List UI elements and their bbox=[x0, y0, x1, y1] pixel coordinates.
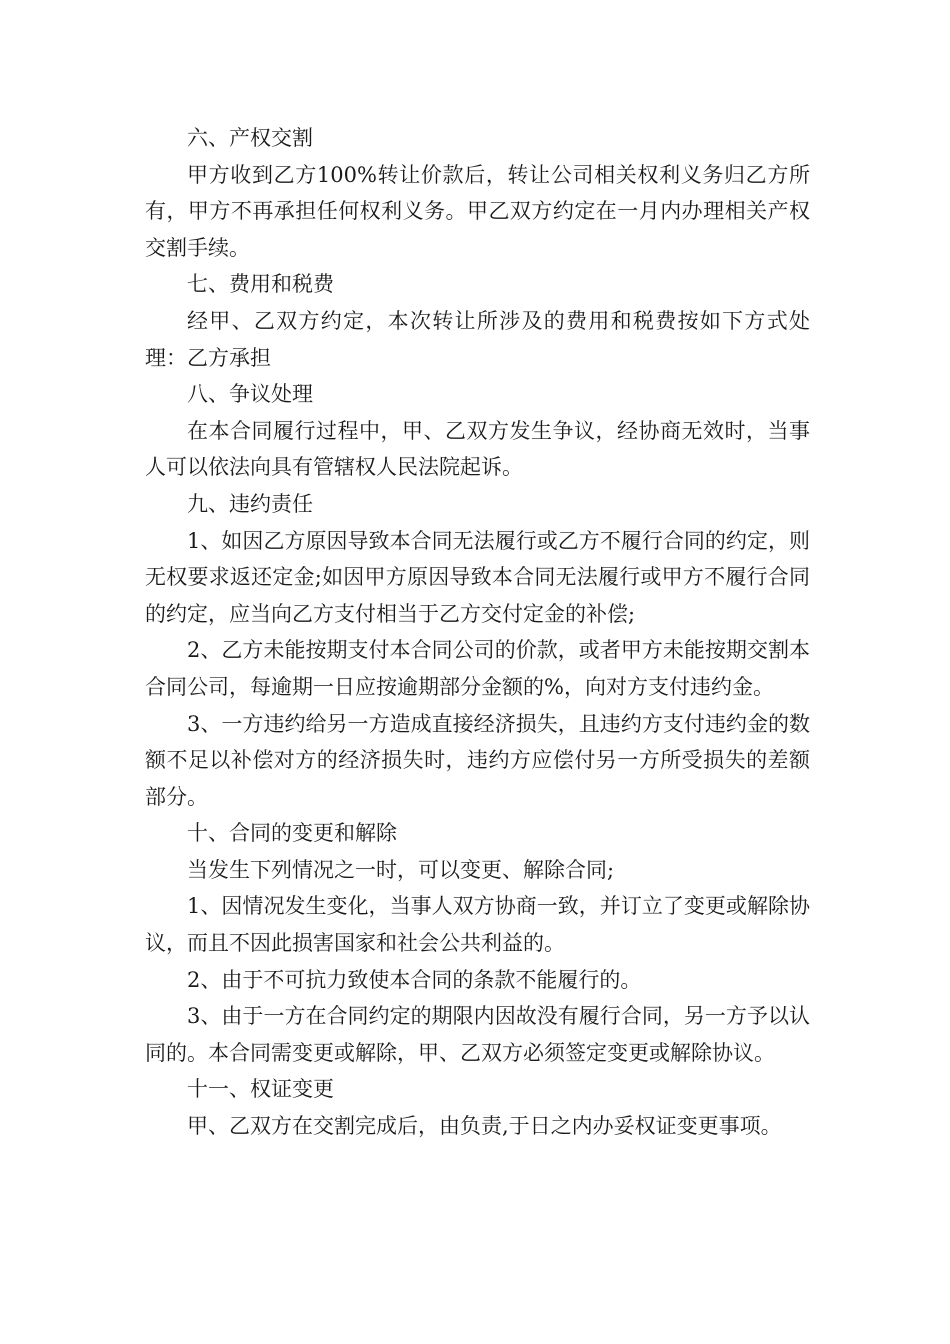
section-heading-fees-taxes: 七、费用和税费 bbox=[187, 272, 334, 297]
section-heading-change-termination: 十、合同的变更和解除 bbox=[187, 821, 397, 846]
paragraph-breach-1: 1、如因乙方原因导致本合同无法履行或乙方不履行合同的约定，则无权要求返还定金;如因甲方原因导致本合同无法履行或甲方不履行合同的约定，应当向乙方支付相当于乙方交付定金的补偿; bbox=[145, 528, 810, 626]
document-page bbox=[145, 120, 810, 1145]
section-heading-property-transfer: 六、产权交割 bbox=[187, 126, 313, 150]
paragraph-change-1: 1、因情况发生变化，当事人双方协商一致，并订立了变更或解除协议，而且不因此损害国家和社会公共利益的。 bbox=[145, 894, 810, 956]
section-heading-breach: 九、违约责任 bbox=[187, 491, 313, 516]
paragraph-breach-2: 2、乙方未能按期支付本合同公司的价款，或者甲方未能按期交割本合同公司，每逾期一日应按逾期部分金额的%，向对方支付违约金。 bbox=[145, 638, 810, 699]
paragraph-fees-taxes: 经甲、乙双方约定，本次转让所涉及的费用和税费按如下方式处理：乙方承担 bbox=[145, 308, 810, 370]
paragraph-certificate-change: 甲、乙双方在交割完成后，由负责,于日之内办妥权证变更事项。 bbox=[187, 1114, 782, 1139]
section-heading-dispute: 八、争议处理 bbox=[187, 382, 313, 407]
paragraph-change-intro: 当发生下列情况之一时，可以变更、解除合同; bbox=[187, 857, 615, 882]
paragraph-change-2: 2、由于不可抗力致使本合同的条款不能履行的。 bbox=[187, 967, 642, 992]
paragraph-breach-3: 3、一方违约给另一方造成直接经济损失，且违约方支付违约金的数额不足以补偿对方的经济损失时，违约方应偿付另一方所受损失的差额部分。 bbox=[145, 711, 810, 809]
paragraph-dispute: 在本合同履行过程中，甲、乙双方发生争议，经协商无效时，当事人可以依法向具有管辖权人民法院起诉。 bbox=[145, 418, 810, 480]
paragraph-property-transfer: 甲方收到乙方100%转让价款后，转让公司相关权利义务归乙方所有，甲方不再承担任何权利义务。甲乙双方约定在一月内办理相关产权交割手续。 bbox=[145, 162, 810, 260]
section-heading-certificate-change: 十一、权证变更 bbox=[187, 1077, 334, 1102]
paragraph-change-3: 3、由于一方在合同约定的期限内因故没有履行合同，另一方予以认同的。本合同需变更或解除，甲、乙双方必须签定变更或解除协议。 bbox=[145, 1004, 810, 1065]
